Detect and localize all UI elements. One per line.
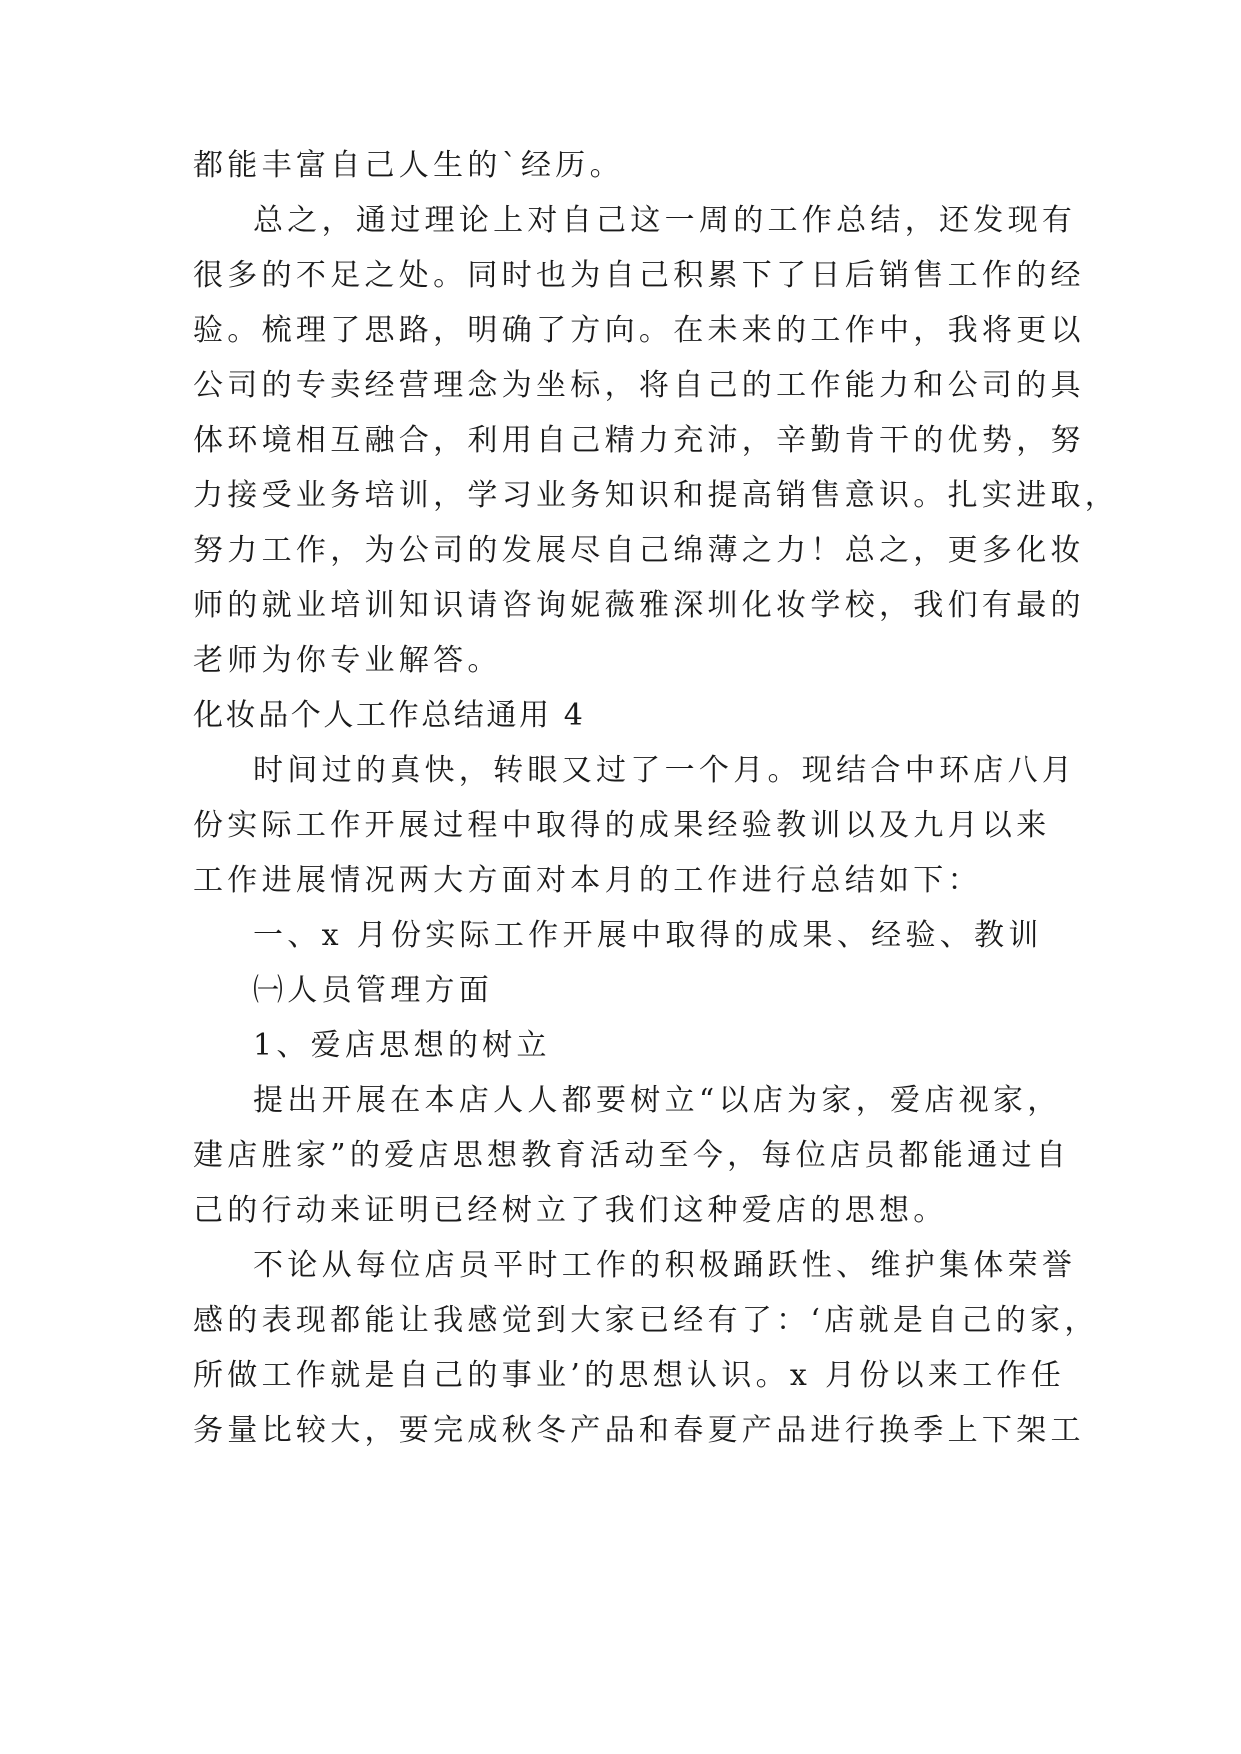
section-heading: 化妆品个人工作总结通用 4	[193, 698, 586, 733]
text-line: 很多的不足之处。同时也为自己积累下了日后销售工作的经	[193, 258, 1085, 293]
text-line: 力接受业务培训，学习业务知识和提高销售意识。扎实进取，	[193, 478, 1120, 513]
text-line: 公司的专卖经营理念为坐标，将自己的工作能力和公司的具	[193, 368, 1085, 403]
text-line: 务量比较大，要完成秋冬产品和春夏产品进行换季上下架工	[193, 1413, 1085, 1448]
text-line: 所做工作就是自己的事业’的思想认识。x 月份以来工作任	[193, 1358, 1066, 1393]
text-line: 不论从每位店员平时工作的积极踊跃性、维护集体荣誉	[253, 1248, 1077, 1283]
text-line: 努力工作，为公司的发展尽自己绵薄之力！总之，更多化妆	[193, 533, 1085, 568]
text-line: 己的行动来证明已经树立了我们这种爱店的思想。	[193, 1193, 948, 1228]
text-line: 体环境相互融合，利用自己精力充沛，辛勤肯干的优势，努	[193, 423, 1085, 458]
text-line: 师的就业培训知识请咨询妮薇雅深圳化妆学校，我们有最的	[193, 588, 1085, 623]
subheading-line: 一、x 月份实际工作开展中取得的成果、经验、教训	[253, 918, 1043, 953]
text-line: 老师为你专业解答。	[193, 643, 502, 678]
subheading-line: 1、爱店思想的树立	[253, 1028, 551, 1063]
text-line: 建店胜家”的爱店思想教育活动至今，每位店员都能通过自	[193, 1138, 1071, 1173]
text-line: 工作进展情况两大方面对本月的工作进行总结如下：	[193, 863, 982, 898]
subheading-line: ㈠人员管理方面	[253, 973, 494, 1008]
text-line: 感的表现都能让我感觉到大家已经有了：‘店就是自己的家，	[193, 1303, 1099, 1338]
text-line: 都能丰富自己人生的`经历。	[193, 148, 624, 183]
text-line: 验。梳理了思路，明确了方向。在未来的工作中，我将更以	[193, 313, 1085, 348]
text-line: 份实际工作开展过程中取得的成果经验教训以及九月以来	[193, 808, 1051, 843]
text-line: 时间过的真快，转眼又过了一个月。现结合中环店八月	[253, 753, 1077, 788]
text-line: 总之，通过理论上对自己这一周的工作总结，还发现有	[253, 203, 1077, 238]
text-line: 提出开展在本店人人都要树立“以店为家，爱店视家，	[253, 1083, 1062, 1118]
